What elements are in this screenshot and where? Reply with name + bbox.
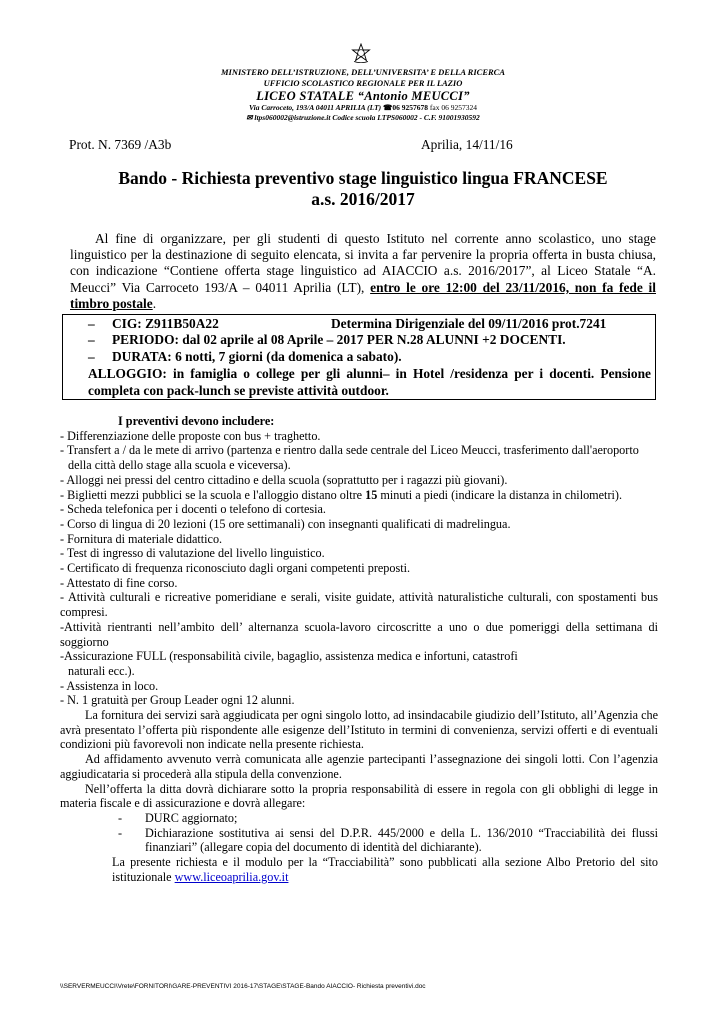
dash-mark: - xyxy=(118,810,123,825)
file-path-footer: \\SERVERMEUCCI\Vrete\FORNITORI\GARE-PREVENTIVI 2016-17\STAGE\STAGE-Bando AIACCIO- Richiesta preventivi.doc xyxy=(60,983,426,990)
list-item: - Test di ingresso di valutazione del livello linguistico. xyxy=(60,546,325,561)
list-item-text: - Biglietti mezzi pubblici se la scuola e l'alloggio distano oltre xyxy=(60,487,366,502)
requirements-list xyxy=(60,414,658,885)
periodo-text: PERIODO: dal 02 aprile al 08 Aprile – 2017 PER N.28 ALUNNI +2 DOCENTI. xyxy=(112,332,566,347)
assignment-paragraph: Ad affidamento avvenuto verrà comunicata alle agenzie partecipanti l’assegnazione dei singoli lotti. Con l’agenzia aggiudicataria si procederà alla stipula della convenzione. xyxy=(60,752,658,781)
list-item: - Scheda telefonica per i docenti o telefono di cortesia. xyxy=(60,502,326,517)
list-item-text: minuti a piedi (indicare la distanza in chilometri). xyxy=(377,487,622,502)
ministry-line: MINISTERO DELL’ISTRUZIONE, DELL’UNIVERSITA’ E DELLA RICERCA xyxy=(220,67,506,77)
dash-mark: – xyxy=(88,349,95,364)
list-item: naturali ecc.). xyxy=(68,663,135,678)
document-date: Aprilia, 14/11/16 xyxy=(421,137,513,152)
list-item: - Transfert a / da le mete di arrivo (partenza e rientro dalla sede centrale del Liceo Meucci, trasferimento dall'aeroporto xyxy=(60,443,639,458)
document-title: Bando - Richiesta preventivo stage linguistico lingua FRANCESE xyxy=(118,168,608,188)
closing-paragraph xyxy=(60,855,658,884)
list-item: - Attestato di fine corso. xyxy=(60,575,178,590)
closing-text: La presente richiesta e il modulo per la “Tracciabilità” sono pubblicati alla sezione Albo Pretorio del sito istituzionale xyxy=(112,855,658,884)
determina-text: Determina Dirigenziale del 09/11/2016 prot.7241 xyxy=(331,316,607,331)
republic-emblem-icon xyxy=(351,43,371,63)
school-website-link[interactable]: www.liceoaprilia.gov.it xyxy=(174,869,289,884)
email-line: ✉ ltps060002@istruzione.it Codice scuola LTPS060002 - C.F. 91001930592 xyxy=(246,113,480,122)
address-line xyxy=(60,103,666,113)
intro-end: . xyxy=(152,295,157,311)
dash-mark: – xyxy=(88,332,95,347)
list-item: - Assistenza in loco. xyxy=(60,678,159,693)
list-item: - Attività culturali e ricreative pomeridiane e serali, visite guidate, attività naturalistiche culturali, con spostamenti bus compresi. xyxy=(60,590,658,620)
durata-line xyxy=(88,349,402,366)
declaration-paragraph: Nell’offerta la ditta dovrà dichiarare sotto la propria responsabilità di essere in regola con gli obblighi di legge in materia fiscale e di assicurazione e dovrà allegare: xyxy=(60,781,658,811)
dash-mark: - xyxy=(118,825,123,840)
list-item xyxy=(60,488,658,503)
list-item: - Certificato di frequenza riconosciuto dagli organi competenti preposti. xyxy=(60,561,411,576)
attachment-item xyxy=(60,826,658,855)
office-line: UFFICIO SCOLASTICO REGIONALE PER IL LAZIO xyxy=(263,78,463,88)
list-item: - Alloggi nei pressi del centro cittadino e della scuola (soprattutto per i ragazzi più giovani). xyxy=(60,472,508,487)
list-item: - Corso di lingua di 20 lezioni (15 ore settimanali) con insegnanti qualificati di madrelingua. xyxy=(60,516,511,531)
attachment-text: Dichiarazione sostitutiva ai sensi del D.P.R. 445/2000 e della L. 136/2010 “Tracciabilità dei flussi finanziari” (allegare copia del documento di identità del dichiarante). xyxy=(145,825,658,855)
list-item: -Assicurazione FULL (responsabilità civile, bagaglio, assistenza medica e infortuni, catastrofi xyxy=(60,649,518,664)
dash-mark: – xyxy=(88,316,95,331)
list-item: della città dello stage alla scuola e viceversa). xyxy=(68,458,291,473)
periodo-line xyxy=(88,332,566,349)
durata-text: DURATA: 6 notti, 7 giorni (da domenica a sabato). xyxy=(112,349,402,364)
list-item: -Attività rientranti nell’ambito dell’ alternanza scuola-lavoro circoscritte a uno o due pomeriggi della settimana di soggiorno xyxy=(60,619,658,649)
requirements-heading: I preventivi devono includere: xyxy=(118,414,275,428)
address-text: Via Carroceto, 193/A 04011 APRILIA (LT) xyxy=(249,103,382,112)
school-year-title: a.s. 2016/2017 xyxy=(311,189,415,209)
protocol-number: Prot. N. 7369 /A3b xyxy=(69,137,172,152)
cig-code: CIG: Z911B50A22 xyxy=(112,316,219,331)
deadline-text: entro le ore 12:00 del 23/11/2016, non fa fede il timbro postale xyxy=(70,279,657,311)
phone-text: ☎06 9257678 xyxy=(383,103,428,112)
intro-paragraph xyxy=(70,231,656,312)
attachment-item xyxy=(60,811,658,826)
fax-text: fax 06 9257324 xyxy=(429,103,477,112)
school-name: LICEO STATALE “Antonio MEUCCI” xyxy=(256,89,470,103)
list-item: - Differenziazione delle proposte con bus + traghetto. xyxy=(60,428,321,443)
award-paragraph: La fornitura dei servizi sarà aggiudicata per ogni singolo lotto, ad insindacabile giudizio dell’Istituto, all’Agenzia che avrà presentato l’offerta più rispondente alle esigenze dell’Istituto in termini di convenienza, servizi offerti e di eventuali condizioni più favorevoli non indicate nella presente richiesta. xyxy=(60,708,658,752)
intro-text: Al fine di organizzare, per gli studenti di questo Istituto nel corrente anno scolastico, uno stage linguistico per la destinazione di seguito elencata, si invita a far pervenire la propria offerta in busta chiusa, con indicazione “Contiene offerta stage linguistico ad AIACCIO a.s. 2016/2017”, al Liceo Statale “A. Meucci” Via Carroceto 193/A – 04011 Aprilia (LT), xyxy=(70,231,656,295)
attachment-text: DURC aggiornato; xyxy=(145,810,238,825)
minutes-value: 15 xyxy=(365,487,378,502)
alloggio-text: ALLOGGIO: in famiglia o college per gli alunni– in Hotel /residenza per i docenti. Pensione completa con pack-lunch se previste attività outdoor. xyxy=(88,366,651,398)
cig-line xyxy=(88,316,219,333)
list-item: - Fornitura di materiale didattico. xyxy=(60,531,223,546)
list-item: - N. 1 gratuità per Group Leader ogni 12 alunni. xyxy=(60,693,295,708)
